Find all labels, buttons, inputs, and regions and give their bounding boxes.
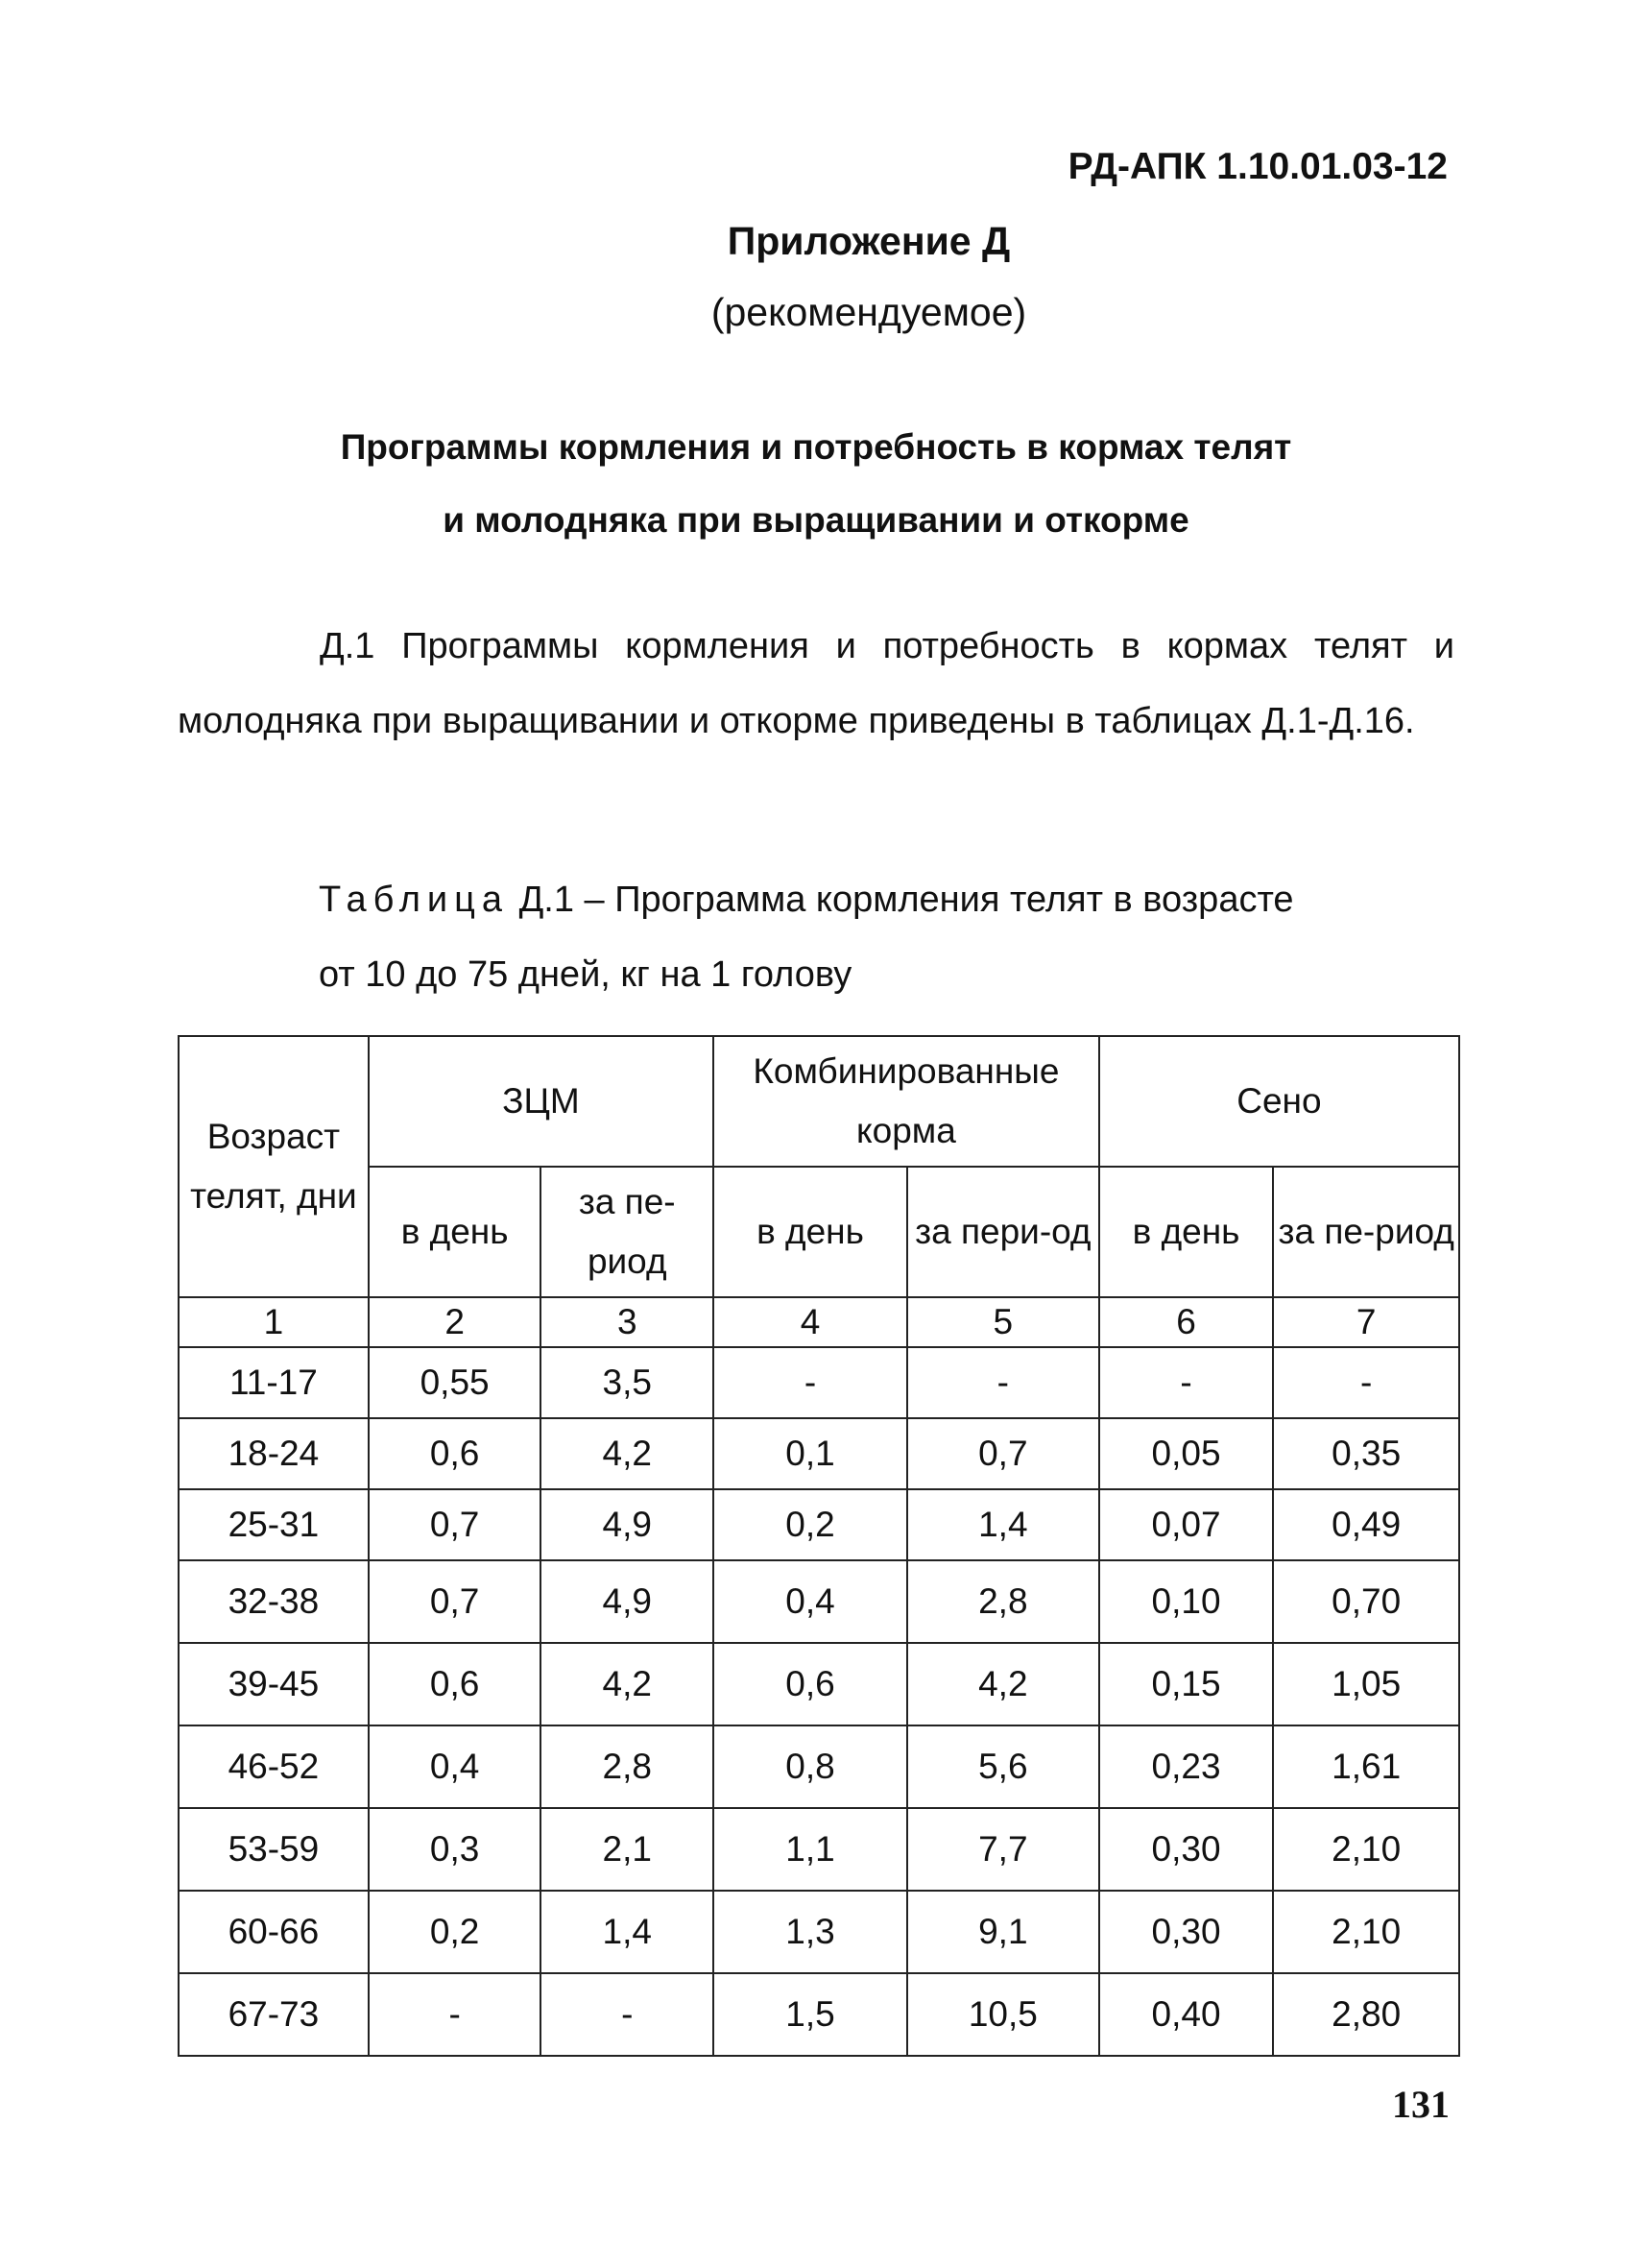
appendix-status: (рекомендуемое) (710, 290, 1027, 334)
value-cell: - (369, 1973, 541, 2056)
value-cell: 2,10 (1273, 1808, 1459, 1891)
value-cell: 0,35 (1273, 1418, 1459, 1489)
table-row (179, 1347, 1459, 1418)
value-cell: 0,70 (1273, 1560, 1459, 1643)
value-cell: 3,5 (540, 1347, 713, 1418)
value-cell: 0,2 (713, 1489, 907, 1560)
value-cell: 1,4 (907, 1489, 1099, 1560)
value-cell: 0,2 (369, 1891, 541, 1973)
value-cell: 0,30 (1099, 1891, 1274, 1973)
section-title-line-2: и молодняка при выращивании и откорме (443, 500, 1189, 540)
value-cell: 4,9 (540, 1560, 713, 1643)
header-combined-per-day: в день (713, 1167, 907, 1297)
value-cell: 0,3 (369, 1808, 541, 1891)
table-caption-label: Таблица (319, 880, 509, 920)
table-row (179, 1418, 1459, 1489)
value-cell: 2,8 (907, 1560, 1099, 1643)
value-cell: 0,7 (907, 1418, 1099, 1489)
value-cell: - (540, 1973, 713, 2056)
age-range-cell: 25-31 (179, 1489, 369, 1560)
value-cell: 0,6 (369, 1643, 541, 1725)
value-cell: 2,80 (1273, 1973, 1459, 2056)
value-cell: 4,2 (540, 1418, 713, 1489)
table-caption (319, 862, 1452, 1012)
header-zcm-per-period: за пе-риод (540, 1167, 713, 1297)
column-number: 7 (1273, 1297, 1459, 1347)
table-row (179, 1891, 1459, 1973)
value-cell: 0,7 (369, 1489, 541, 1560)
value-cell: 9,1 (907, 1891, 1099, 1973)
table-row (179, 1643, 1459, 1725)
value-cell: 5,6 (907, 1725, 1099, 1808)
appendix-title: Приложение Д (727, 219, 1011, 263)
value-cell: 0,49 (1273, 1489, 1459, 1560)
value-cell: 1,3 (713, 1891, 907, 1973)
age-range-cell: 46-52 (179, 1725, 369, 1808)
value-cell: - (907, 1347, 1099, 1418)
value-cell: 0,6 (369, 1418, 541, 1489)
value-cell: 1,61 (1273, 1725, 1459, 1808)
column-number: 6 (1099, 1297, 1274, 1347)
table-row (179, 1808, 1459, 1891)
table-row (179, 1725, 1459, 1808)
header-hay: Сено (1099, 1036, 1459, 1167)
value-cell: 2,8 (540, 1725, 713, 1808)
feeding-program-table (178, 1035, 1460, 2057)
value-cell: 0,55 (369, 1347, 541, 1418)
value-cell: 4,2 (907, 1643, 1099, 1725)
value-cell: 2,10 (1273, 1891, 1459, 1973)
value-cell: - (1099, 1347, 1274, 1418)
age-range-cell: 53-59 (179, 1808, 369, 1891)
age-range-cell: 18-24 (179, 1418, 369, 1489)
value-cell: 1,1 (713, 1808, 907, 1891)
age-range-cell: 32-38 (179, 1560, 369, 1643)
table-caption-line-1 (319, 862, 1452, 937)
table-caption-text: Д.1 – Программа кормления телят в возрасте (518, 880, 1294, 920)
value-cell: 0,4 (369, 1725, 541, 1808)
column-number: 5 (907, 1297, 1099, 1347)
column-numbers-row (179, 1297, 1459, 1347)
value-cell: 0,7 (369, 1560, 541, 1643)
age-range-cell: 11-17 (179, 1347, 369, 1418)
column-number: 3 (540, 1297, 713, 1347)
age-range-cell: 39-45 (179, 1643, 369, 1725)
header-combined-feed: Комбинированные корма (713, 1036, 1099, 1167)
header-zcm-per-day: в день (369, 1167, 541, 1297)
value-cell: 10,5 (907, 1973, 1099, 2056)
value-cell: 0,15 (1099, 1643, 1274, 1725)
value-cell: 0,05 (1099, 1418, 1274, 1489)
header-hay-per-period: за пе-риод (1273, 1167, 1459, 1297)
value-cell: - (713, 1347, 907, 1418)
column-number: 1 (179, 1297, 369, 1347)
section-title-line-1: Программы кормления и потребность в кормах телят (340, 427, 1292, 467)
header-zcm: ЗЦМ (369, 1036, 713, 1167)
header-age: Возраст телят, дни (179, 1036, 369, 1297)
table-caption-line-2: от 10 до 75 дней, кг на 1 голову (319, 954, 852, 995)
page-number: 131 (1392, 2083, 1450, 2126)
value-cell: - (1273, 1347, 1459, 1418)
value-cell: 0,4 (713, 1560, 907, 1643)
table-row (179, 1973, 1459, 2056)
column-number: 2 (369, 1297, 541, 1347)
value-cell: 0,23 (1099, 1725, 1274, 1808)
value-cell: 7,7 (907, 1808, 1099, 1891)
value-cell: 4,9 (540, 1489, 713, 1560)
header-hay-per-day: в день (1099, 1167, 1274, 1297)
value-cell: 0,40 (1099, 1973, 1274, 2056)
value-cell: 2,1 (540, 1808, 713, 1891)
value-cell: 0,10 (1099, 1560, 1274, 1643)
column-number: 4 (713, 1297, 907, 1347)
header-combined-per-period: за пери-од (907, 1167, 1099, 1297)
intro-paragraph: Д.1 Программы кормления и потребность в кормах телят и молодняка при выращивании и откорме приведены в таблицах Д.1-Д.16. (178, 626, 1454, 741)
value-cell: 0,07 (1099, 1489, 1274, 1560)
value-cell: 1,4 (540, 1891, 713, 1973)
value-cell: 0,1 (713, 1418, 907, 1489)
section-title (178, 411, 1454, 557)
age-range-cell: 67-73 (179, 1973, 369, 2056)
value-cell: 0,8 (713, 1725, 907, 1808)
value-cell: 0,30 (1099, 1808, 1274, 1891)
age-range-cell: 60-66 (179, 1891, 369, 1973)
value-cell: 0,6 (713, 1643, 907, 1725)
value-cell: 1,05 (1273, 1643, 1459, 1725)
document-code: РД-АПК 1.10.01.03-12 (1068, 146, 1448, 187)
table-row (179, 1560, 1459, 1643)
table-row (179, 1489, 1459, 1560)
value-cell: 1,5 (713, 1973, 907, 2056)
value-cell: 4,2 (540, 1643, 713, 1725)
